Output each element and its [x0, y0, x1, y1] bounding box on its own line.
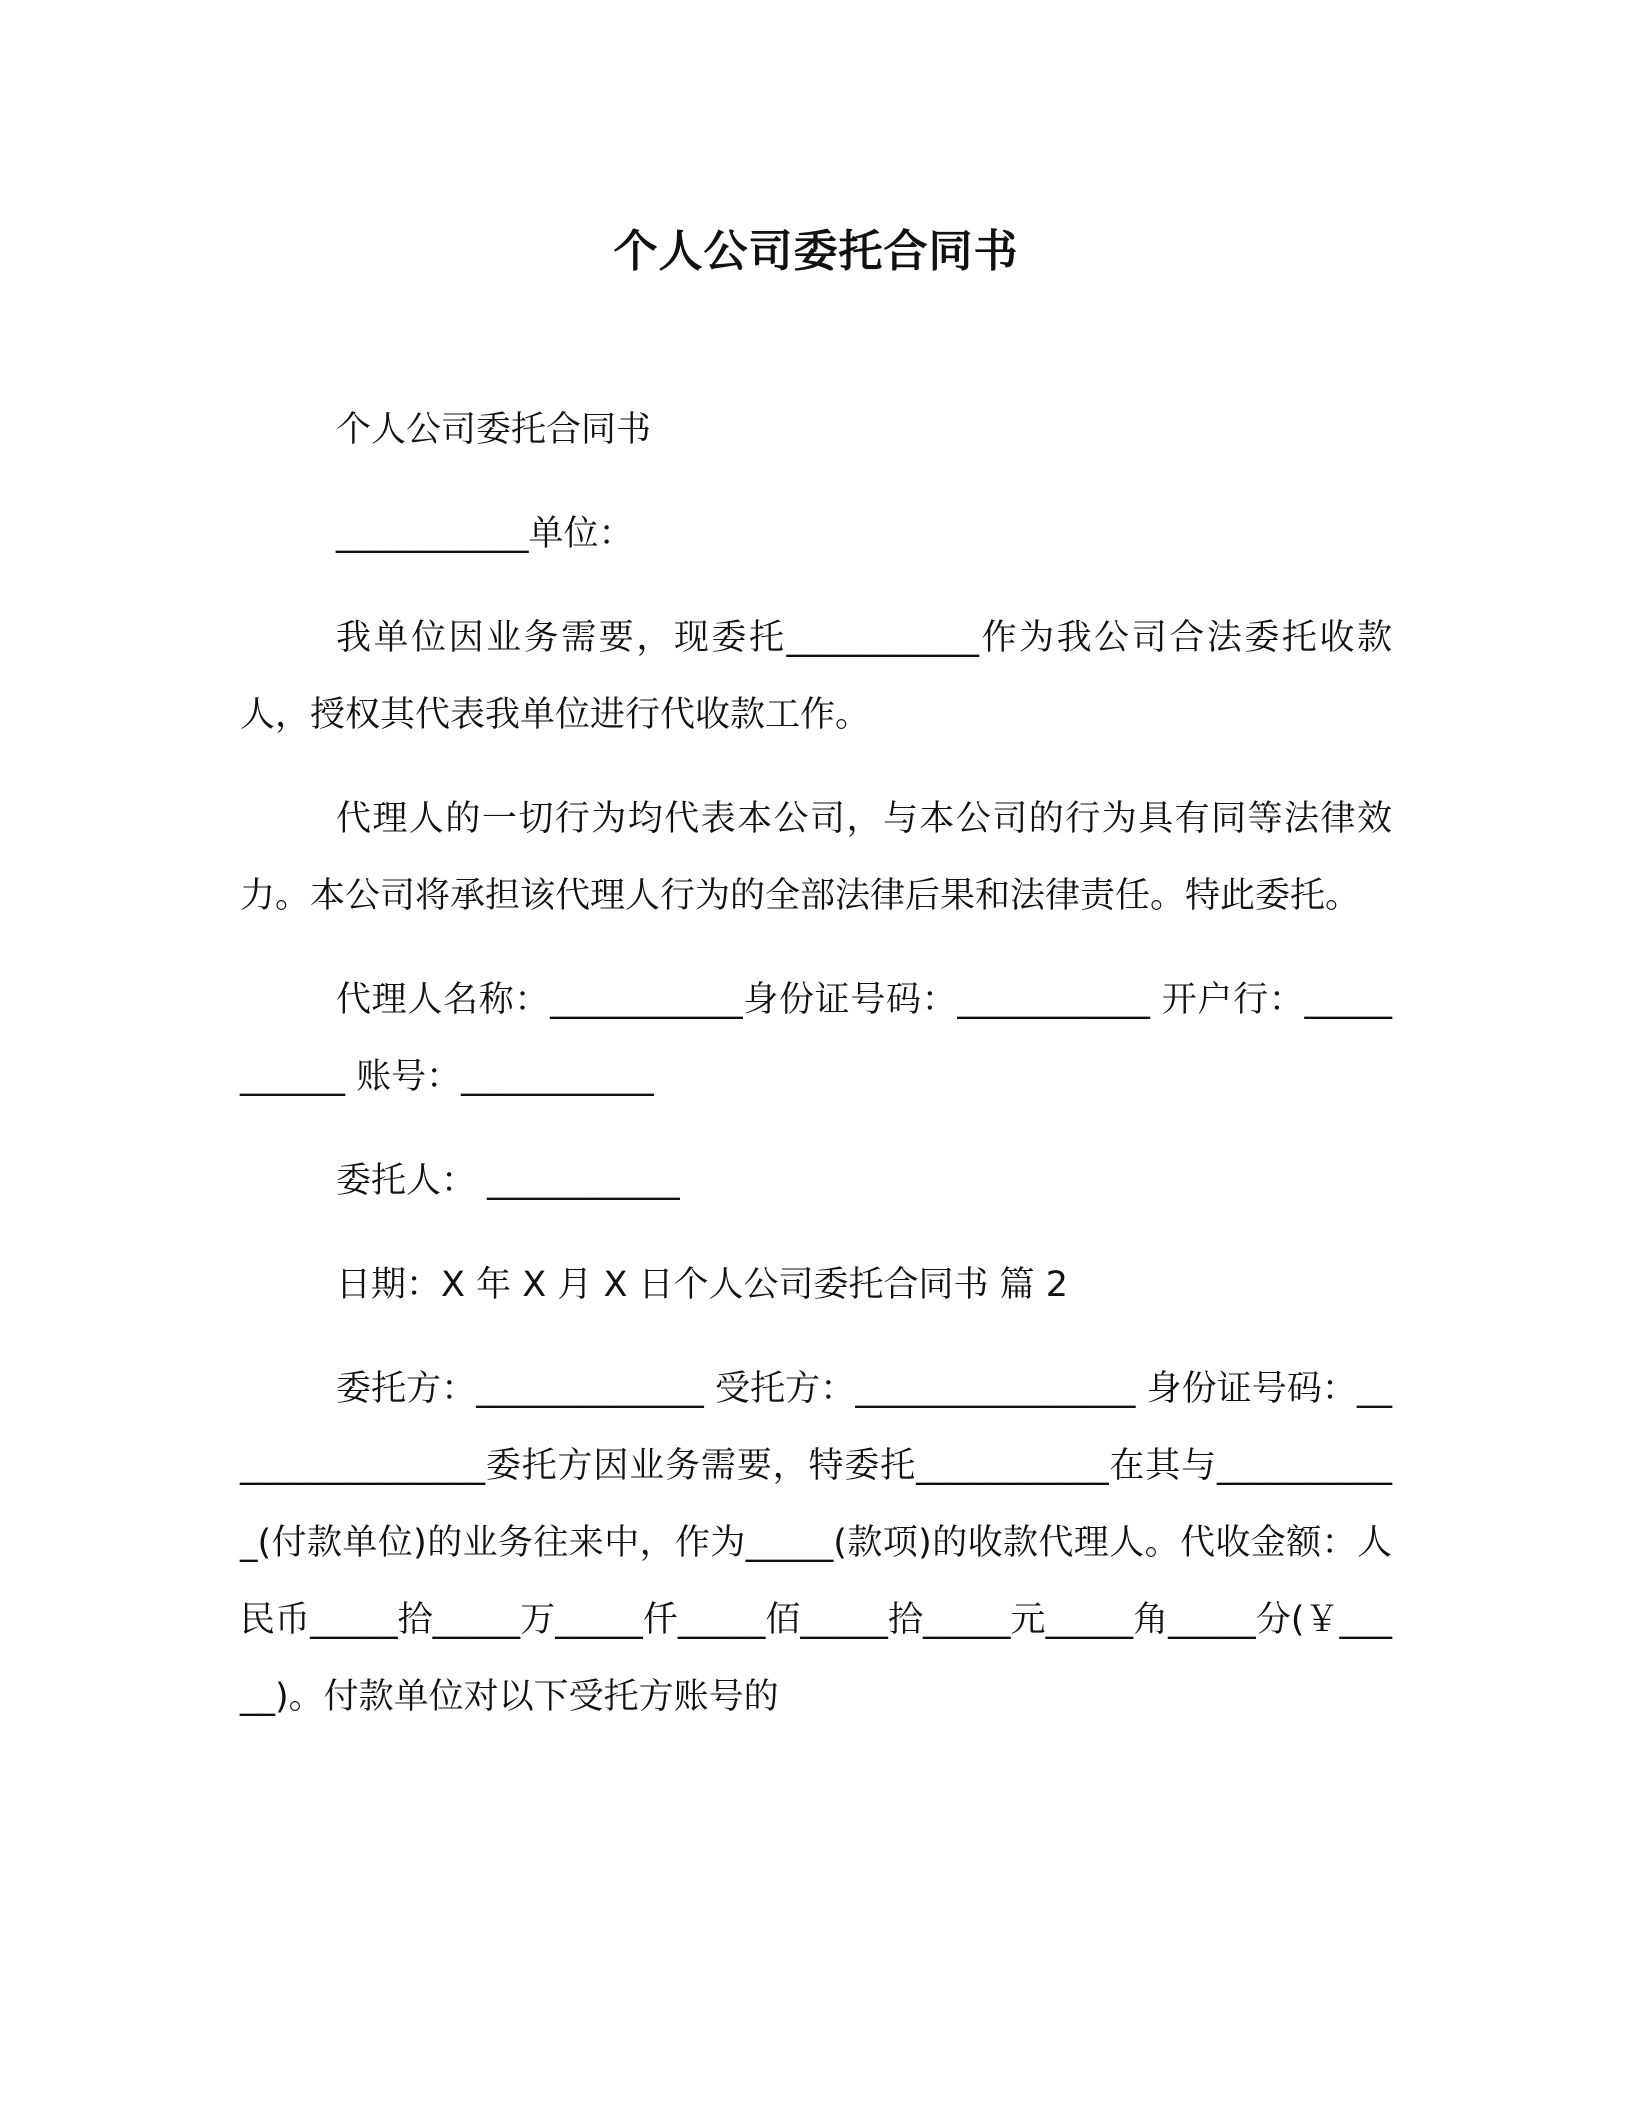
paragraph-entrustment: 我单位因业务需要，现委托___________作为我公司合法委托收款人，授权其代表我单位进行代收款工作。 [240, 618, 1392, 735]
paragraph-contract-2: 委托方：_____________ 受托方：________________ 身份证号码：________________委托方因业务需要，特委托___________在其与___________(付款单位)的业务往来中，作为_____(款项)的收款代理人。代收金额：人民币_____拾_____万_____仟_____佰_____拾_____元_____角_____分(￥_____)。付款单位对以下受托方账号的 [240, 1369, 1392, 1717]
paragraph-subtitle: 个人公司委托合同书 [336, 410, 652, 450]
paragraph-legal-effect: 代理人的一切行为均代表本公司，与本公司的行为具有同等法律效力。本公司将承担该代理人行为的全部法律后果和法律责任。特此委托。 [240, 799, 1392, 916]
document-body [240, 392, 1392, 1763]
paragraph-agent-details: 代理人名称：___________身份证号码：___________ 开户行：___________ 账号：___________ [240, 980, 1392, 1097]
paragraph-addressee: ___________单位： [336, 514, 634, 554]
paragraph-principal: 委托人： ___________ [336, 1161, 680, 1201]
document-title: 个人公司委托合同书 [613, 226, 1019, 277]
paragraph-date: 日期：X 年 X 月 X 日个人公司委托合同书 篇 2 [336, 1265, 1069, 1305]
